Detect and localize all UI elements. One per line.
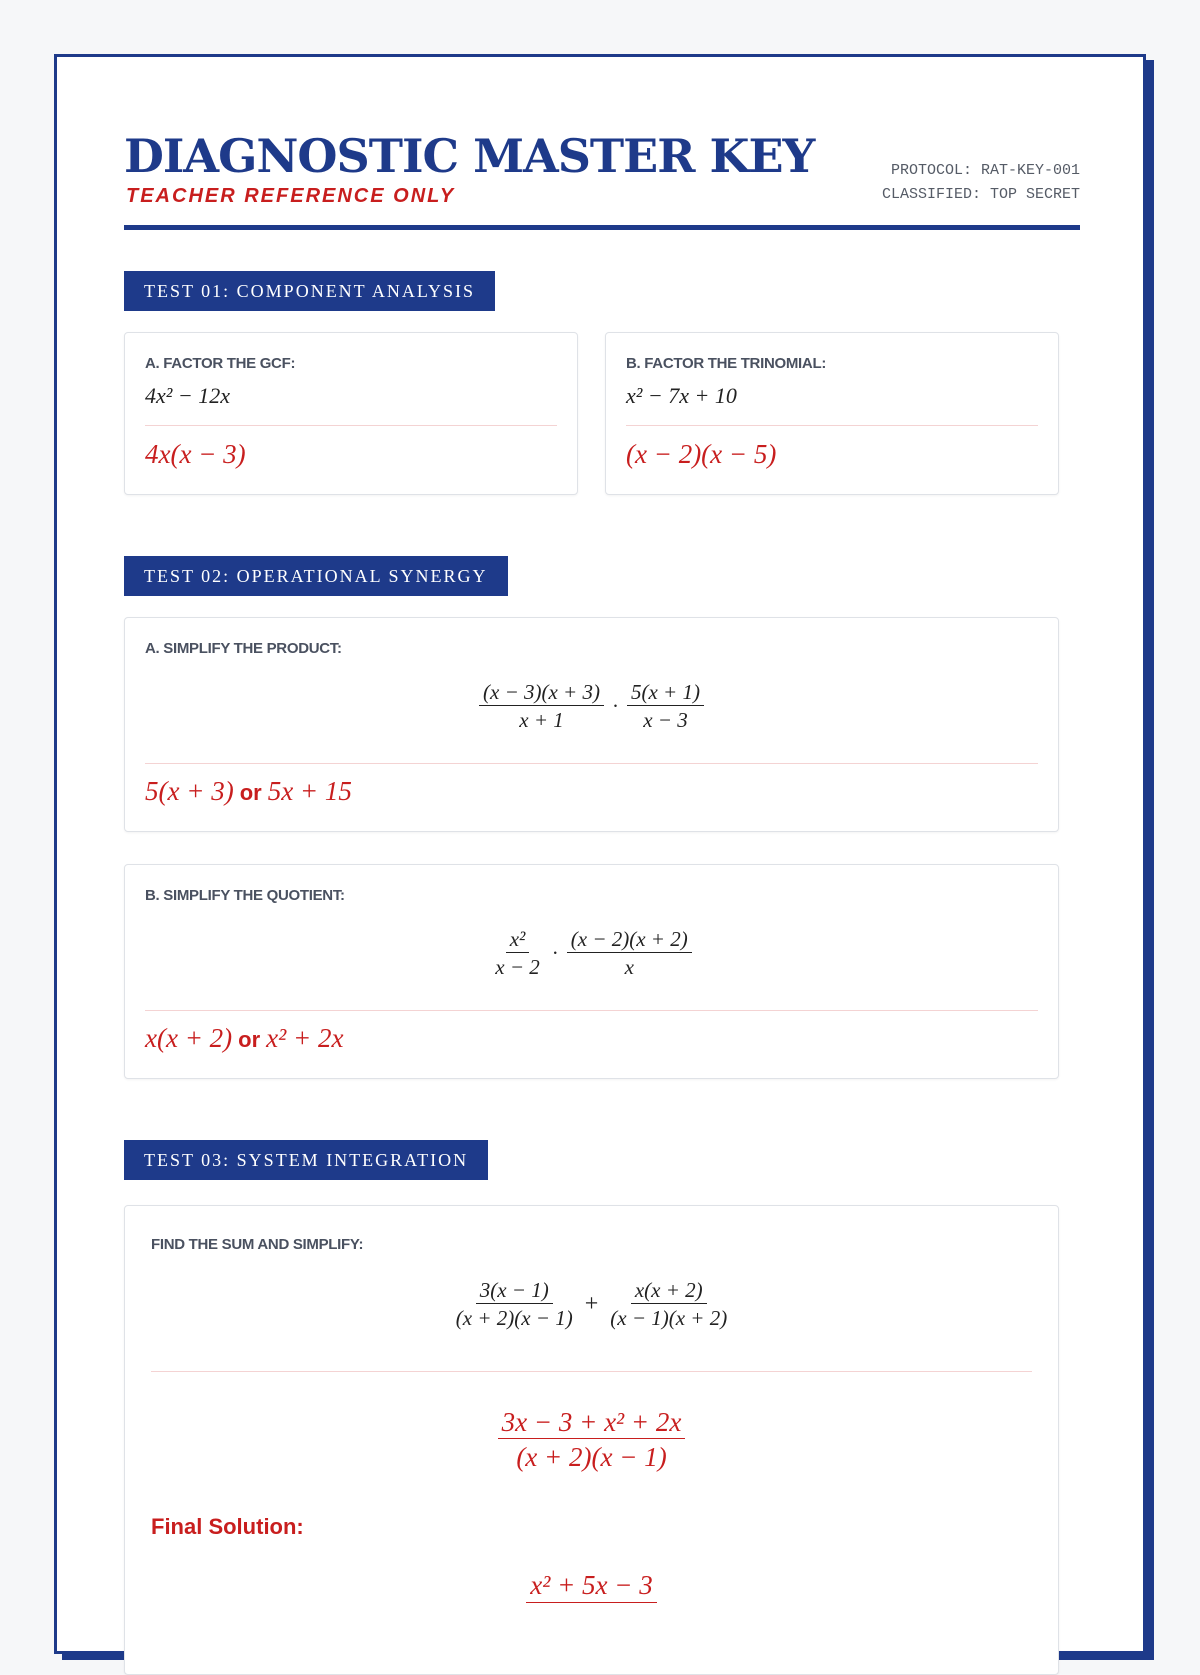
quotient-expression	[125, 927, 1058, 980]
problem-card-product	[124, 617, 1059, 832]
section-heading-test-02: TEST 02: OPERATIONAL SYNERGY	[124, 556, 508, 596]
answer-divider	[145, 1010, 1038, 1011]
multiply-dot: ·	[551, 941, 559, 966]
fraction-numerator: x²	[506, 927, 530, 953]
fraction	[479, 680, 604, 733]
answer-expression: 4x(x − 3)	[145, 439, 246, 469]
fraction	[491, 927, 544, 980]
fraction-denominator: x	[624, 955, 634, 980]
fraction-numerator: 3x − 3 + x² + 2x	[498, 1406, 686, 1439]
answer-or: or	[239, 780, 262, 805]
answer-expression	[145, 776, 352, 807]
answer-expanded: 5x + 15	[267, 776, 352, 806]
problem-expression: x² − 7x + 10	[626, 383, 737, 408]
plus-sign: +	[584, 1291, 599, 1318]
problem-card-sum	[124, 1205, 1059, 1675]
problem-card-gcf	[124, 332, 578, 495]
final-solution	[125, 1569, 1058, 1603]
problem-label: A. FACTOR THE GCF:	[145, 355, 296, 372]
fraction-numerator: x² + 5x − 3	[526, 1569, 657, 1602]
fraction-denominator: (x + 2)(x − 1)	[455, 1306, 573, 1331]
answer-divider	[145, 763, 1038, 764]
header-rule	[124, 225, 1080, 230]
fraction-numerator: (x − 3)(x + 3)	[479, 680, 604, 706]
fraction	[452, 1278, 577, 1331]
problem-label: B. FACTOR THE TRINOMIAL:	[626, 355, 827, 372]
answer-divider	[151, 1371, 1032, 1372]
protocol-code: PROTOCOL: RAT-KEY-001	[890, 162, 1080, 179]
answer-expanded: x² + 2x	[266, 1023, 344, 1053]
fraction-denominator: x + 1	[519, 708, 564, 733]
fraction-numerator: 5(x + 1)	[627, 680, 704, 706]
problem-label: B. SIMPLIFY THE QUOTIENT:	[145, 887, 345, 904]
fraction	[498, 1406, 686, 1474]
classification: CLASSIFIED: TOP SECRET	[881, 186, 1080, 203]
answer-expression: (x − 2)(x − 5)	[626, 439, 777, 469]
product-expression	[125, 680, 1058, 733]
problem-label: A. SIMPLIFY THE PRODUCT:	[145, 640, 342, 657]
problem-card-quotient	[124, 864, 1059, 1079]
fraction-numerator: x(x + 2)	[631, 1278, 707, 1304]
answer-or: or	[238, 1027, 261, 1052]
combined-fraction	[125, 1406, 1058, 1474]
fraction	[606, 1278, 731, 1331]
page-subtitle: TEACHER REFERENCE ONLY	[126, 185, 456, 207]
section-heading-test-03: TEST 03: SYSTEM INTEGRATION	[124, 1140, 488, 1180]
sum-expression	[125, 1278, 1058, 1331]
multiply-dot: ·	[611, 694, 619, 719]
answer-expression	[145, 1023, 343, 1054]
page-header	[124, 129, 1080, 229]
answer-factored: x(x + 2)	[145, 1023, 233, 1053]
answer-factored: 5(x + 3)	[145, 776, 234, 806]
fraction-denominator: x − 2	[495, 955, 540, 980]
fraction-numerator: (x − 2)(x + 2)	[567, 927, 692, 953]
problem-expression: 4x² − 12x	[145, 383, 230, 408]
fraction	[526, 1569, 657, 1602]
page-title: DIAGNOSTIC MASTER KEY	[124, 129, 815, 183]
document-meta	[882, 159, 1080, 207]
fraction-denominator: x − 3	[643, 708, 688, 733]
fraction-denominator: (x − 1)(x + 2)	[610, 1306, 728, 1331]
answer-divider	[145, 425, 557, 426]
answer-key-sheet	[54, 54, 1146, 1654]
final-solution-label: Final Solution:	[151, 1514, 304, 1539]
fraction	[567, 927, 692, 980]
fraction-denominator: (x + 2)(x − 1)	[516, 1442, 667, 1473]
fraction	[627, 680, 704, 733]
answer-divider	[626, 425, 1038, 426]
problem-label: FIND THE SUM AND SIMPLIFY:	[151, 1236, 364, 1253]
fraction-numerator: 3(x − 1)	[476, 1278, 553, 1304]
problem-card-trinomial	[605, 332, 1059, 495]
section-heading-test-01: TEST 01: COMPONENT ANALYSIS	[124, 271, 495, 311]
